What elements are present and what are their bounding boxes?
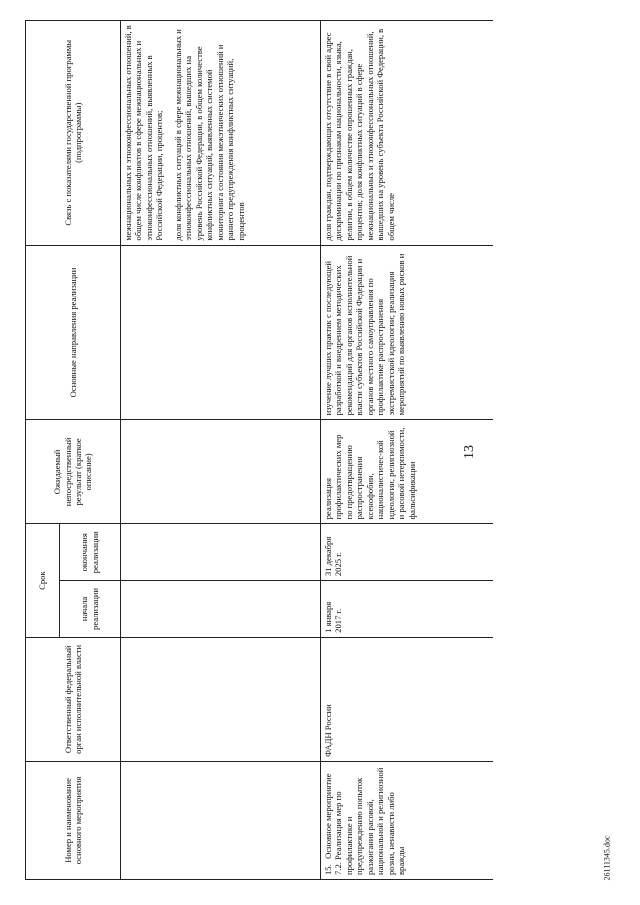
indicator-text: доля конфликтных ситуаций в сфере межнациональных и этноконфессиональных отношений, вышедших на уровень Российской Федерации, в общем количестве конфликтных ситуаций, выявленных системой мониторинга состояния межэтнических отношений и раннего предупреждения конфликтных ситуаций, процентов: [172, 29, 246, 241]
header-result: Ожидаемый непосредственный результат (краткое описание): [26, 420, 121, 524]
cell-indicators: доля граждан, подтверждающих отсутствие в свой адрес дискриминации по признакам национальности, языка, религии, в общем количестве опрошенных граждан, процентов; доля конфликтных ситуаций в сфере межнациональных и этноконфессиональных отношений, вышедших на уровень субъекта Российской Федерации, в общем числе: [321, 21, 494, 246]
table-row-15: [321, 21, 494, 880]
activity-name: Основное мероприятие 7.2. Реализация мер по профилактике и предупреждению попыток разжигания расовой, национальной и религиозной розни, ненависти либо вражды: [323, 767, 407, 875]
header-indicators: Связь с показателями государственной программы (подпрограммы): [26, 21, 121, 246]
cell-directions: изучение лучших практик с последующей разработкой и внедрением методических рекомендаций для органов исполнительной власти субъектов Российской Федерации и органов местного самоуправления по профилактике распространения экстремистской идеологии; реализация мероприятий по выявлению новых рисков и: [321, 245, 494, 420]
header-term-start: начала реализации: [59, 581, 120, 638]
cell-end: 31 декабря 2025 г.: [321, 524, 494, 581]
header-term: Срок: [26, 524, 60, 637]
cell-agency: ФАДН России: [321, 637, 494, 761]
header-term-end: окончания реализации: [59, 524, 120, 581]
header-agency: Ответственный федеральный орган исполнительной власти: [26, 637, 121, 761]
indicator-text: межнациональных и этноконфессиональных отношений, в общем числе конфликтов в сфере межнациональных и этноконфессиональных отношений, выявленных в Российской Федерации, процентов;: [123, 25, 165, 241]
table-row-continuation: [121, 21, 321, 880]
cell-result: реализация профилактических мер по предотвращению распространения ксенофобии, националистичес-кой идеологии, религиозной и расовой нетерпимости, фальсификации: [321, 420, 494, 524]
cell-empty: [121, 245, 321, 420]
cell-indicators-continued: [121, 21, 321, 246]
cell-start: 1 января 2017 г.: [321, 581, 494, 638]
cell-empty: [121, 524, 321, 581]
program-table-rotated: [25, 20, 517, 880]
header-directions: Основные направления реализации: [26, 245, 121, 420]
cell-activity: [321, 761, 494, 879]
cell-empty: [121, 581, 321, 638]
page-number: 13: [462, 445, 477, 459]
row-number: 15.: [323, 864, 333, 875]
footer-filename: 26111345.doc: [602, 835, 612, 881]
header-activity: Номер и наименование основного мероприятия: [26, 761, 121, 879]
cell-empty: [121, 637, 321, 761]
cell-empty: [121, 761, 321, 879]
program-table: [25, 20, 493, 880]
cell-empty: [121, 420, 321, 524]
